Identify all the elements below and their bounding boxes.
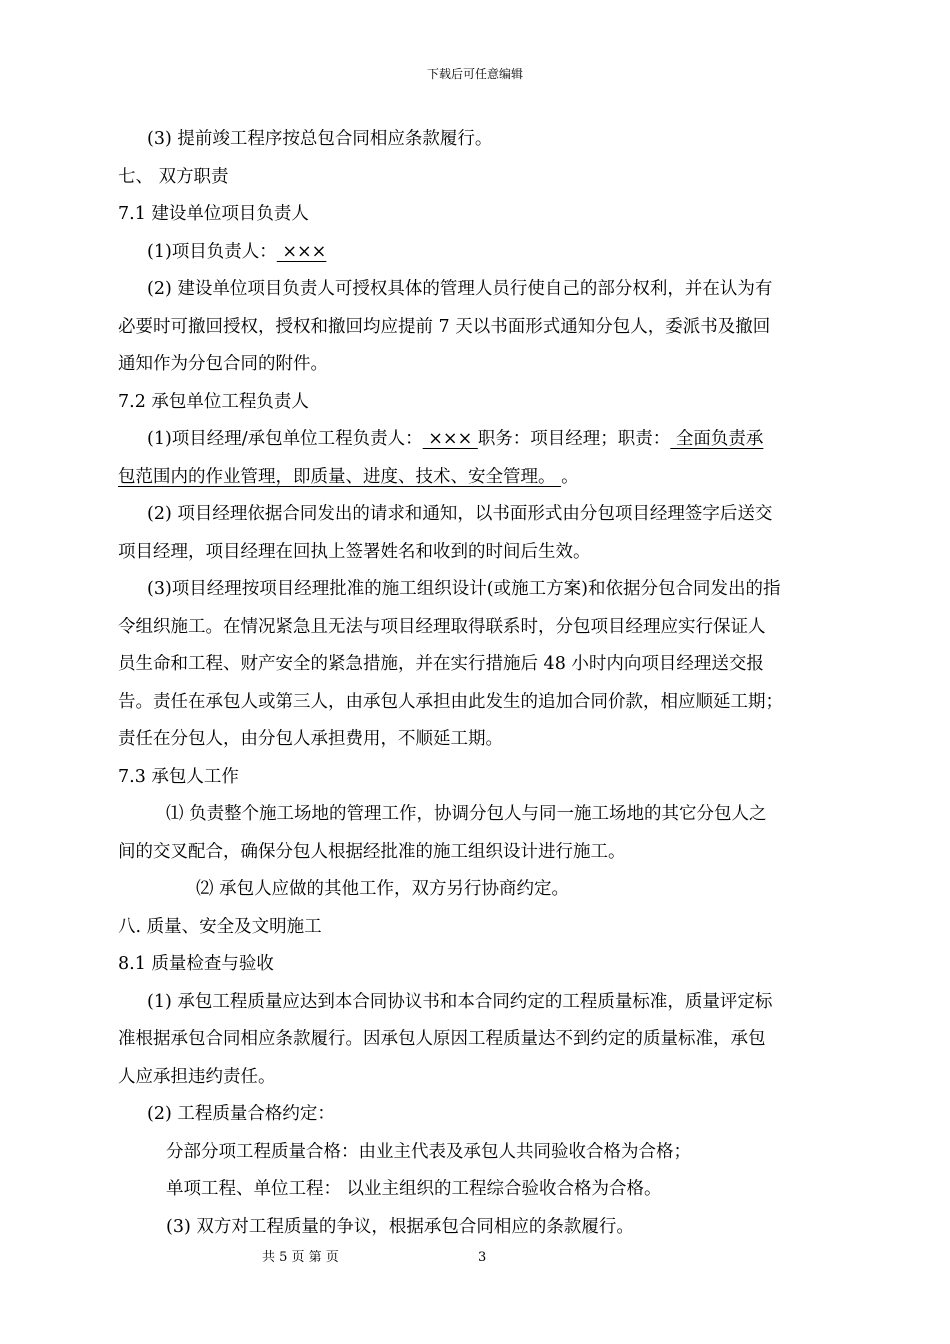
page-header: 下载后可任意编辑 [426,67,523,81]
paragraph-line: 项目经理，项目经理在回执上签署姓名和收到的时间后生效。 [118,541,591,562]
paragraph-line: 必要时可撤回授权，授权和撤回均应提前 7 天以书面形式通知分包人，委派书及撤回 [118,316,771,337]
paragraph-line: 间的交叉配合，确保分包人根据经批准的施工组织设计进行施工。 [118,841,626,862]
subsection-heading: 7.1 建设单位项目负责人 [118,204,309,224]
field-label: 。 [561,466,579,487]
field-label: (1)项目负责人： [147,241,277,262]
paragraph-line [118,459,840,497]
filled-field-value: 包范围内的作业管理，即质量、进度、技术、安全管理。 [118,466,562,487]
paragraph-line: (2) 工程质量合格约定： [147,1104,335,1124]
paragraph-line: ⑴ 负责整个施工场地的管理工作，协调分包人与同一施工场地的其它分包人之 [166,804,767,824]
paragraph-line: (1) 承包工程质量应达到本合同协议书和本合同约定的工程质量标准，质量评定标 [147,991,773,1012]
field-label: 职务：项目经理；职责： [477,429,671,449]
paragraph-line: 单项工程、单位工程： 以业主组织的工程综合验收合格为合格。 [166,1179,662,1199]
paragraph-line: (2) 项目经理依据合同发出的请求和通知，以书面形式由分包项目经理签字后送交 [147,504,773,524]
subsection-heading: 7.3 承包人工作 [118,766,239,787]
paragraph-line: 分部分项工程质量合格：由业主代表及承包人共同验收合格为合格； [166,1141,691,1162]
field-label: (1)项目经理/承包单位工程负责人： [147,429,423,449]
filled-field-value: ××× [422,429,478,449]
paragraph-line: 令组织施工。在情况紧急且无法与项目经理取得联系时，分包项目经理应实行保证人 [118,616,766,637]
section-heading: 八. 质量、安全及文明施工 [118,916,322,937]
paragraph-line: ⑵ 承包人应做的其他工作，双方另行协商约定。 [196,879,570,899]
paragraph-line: 告。责任在承包人或第三人，由承包人承担由此发生的追加合同价款，相应顺延工期； [118,691,783,712]
filled-field-value: ××× [276,241,327,262]
filled-field-value: 全面负责承 [670,429,764,449]
paragraph-line: 人应承担违约责任。 [118,1066,276,1087]
page-footer [0,1248,950,1268]
paragraph-line: (3) 双方对工程质量的争议，根据承包合同相应的条款履行。 [166,1216,634,1237]
paragraph-line: 员生命和工程、财产安全的紧急措施，并在实行措施后 48 小时内向项目经理送交报 [118,654,764,674]
paragraph-line [118,421,840,459]
paragraph-line [118,234,840,272]
paragraph-line: 准根据承包合同相应条款履行。因承包人原因工程质量达不到约定的质量标准，承包 [118,1029,766,1049]
paragraph-line: 通知作为分包合同的附件。 [118,354,328,374]
subsection-heading: 8.1 质量检查与验收 [118,954,274,974]
paragraph-line: (2) 建设单位项目负责人可授权具体的管理人员行使自己的部分权利，并在认为有 [147,279,773,299]
subsection-heading: 7.2 承包单位工程负责人 [118,391,309,412]
paragraph-line: 责任在分包人，由分包人承担费用，不顺延工期。 [118,729,503,749]
section-heading: 七、 双方职责 [118,166,229,187]
document-body [118,121,840,1246]
page-count-label: 共 5 页 第 页 [262,1250,339,1265]
page-number: 3 [478,1250,487,1265]
paragraph-line: (3)项目经理按项目经理批准的施工组织设计(或施工方案)和依据分包合同发出的指 [147,579,781,599]
paragraph-line: (3) 提前竣工程序按总包合同相应条款履行。 [147,129,493,149]
